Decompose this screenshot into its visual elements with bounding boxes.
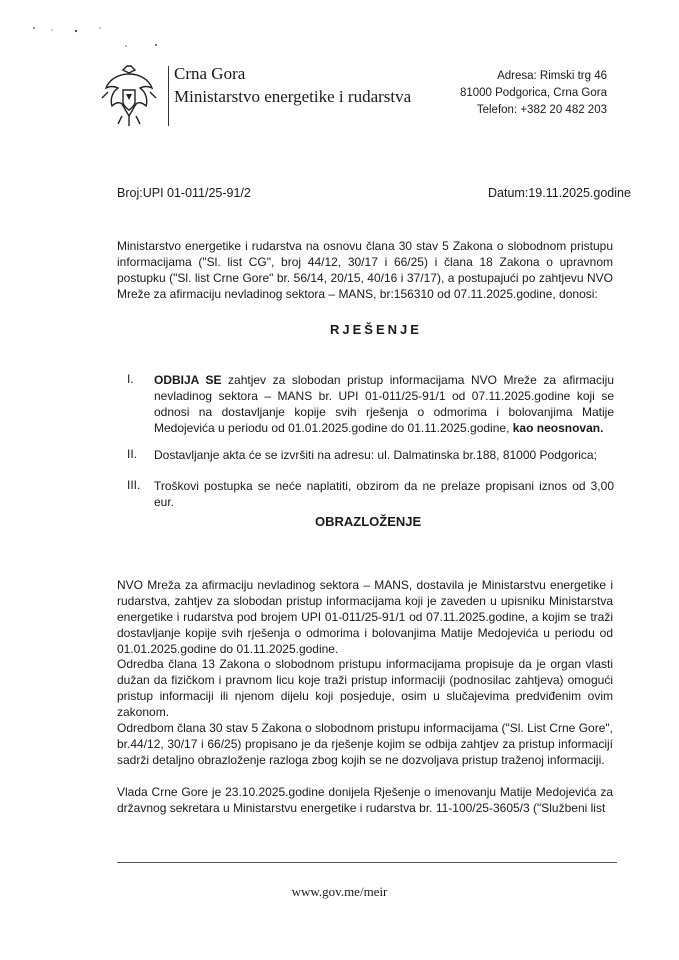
ministry-name: Ministarstvo energetike i rudarstva: [174, 87, 412, 106]
item-bold-start: ODBIJA SE: [154, 373, 222, 387]
body-paragraph: Odredbom člana 30 stav 5 Zakona o slobodnom pristupu informacijama ("Sl. List Crne Gore", br.44/12, 30/17 i 66/25) propisano je da rješenje kojim se odbija zahtjev za pristup informacijí sadrži detaljno obrazloženje razloga zbog kojih se ne dozvoljava pristup traženoj informaciji.: [117, 721, 613, 767]
item-number: I.: [127, 372, 134, 386]
phone-line: Telefon: +382 20 482 203: [476, 104, 607, 116]
country-name: Crna Gora: [174, 64, 246, 83]
scan-marks: [30, 22, 180, 52]
city-line: 81000 Podgorica, Crna Gora: [459, 87, 607, 99]
document-date: Datum:19.11.2025.godine: [488, 186, 631, 200]
intro-paragraph: Ministarstvo energetike i rudarstva na osnovu člana 30 stav 5 Zakona o slobodnom pristupu informacijama ("Sl. list CG", broj 44/12, 30/17 i 66/25) i člana 18 Zakona o upravnom postupku ("Sl. list Crne Gore" br. 56/14, 20/15, 40/16 i 37/17), a postupajući po zahtjevu NVO Mreže za afirmaciju nevladinog sektora – MANS, br:156310 od 07.11.2025.godine, donosi:: [117, 239, 613, 301]
document-number: Broj:UPI 01-011/25-91/2: [117, 186, 251, 200]
item-text: [154, 372, 614, 436]
body-paragraph: NVO Mreža za afirmaciju nevladinog sektora – MANS, dostavila je Ministarstvu energetike i rudarstva, zahtjev za slobodan pristup informacijama koji je zaveden u upisniku Ministarstva energetike i rudarstva pod brojem UPI 01-011/25-91/1 od 07.11.2025.godine, a kojim se traži dostavljanje kopije svih rješenja o odmorima i bolovanjima Matije Medojevića u periodu od 01.01.2025.godine do 01.11.2025.godine.: [117, 578, 613, 656]
item-text: Troškovi postupka se neće naplatiti, obzirom da ne prelaze propisani iznos od 3,00 eur.: [154, 479, 614, 509]
item-number: III.: [127, 478, 141, 492]
coat-of-arms-icon: [100, 64, 158, 128]
obrazlozenje-heading: OBRAZLOŽENJE: [315, 514, 422, 529]
body-paragraph: Odredba člana 13 Zakona o slobodnom pristupu informacijama propisuje da je organ vlasti dužan da fizičkom i pravnom licu koje traži pristup informaciji (podnosilac zahtjeva) omogući pristup informaciji ili njenom dijelu koji posjeduje, osim u slučajevima predviđenim ovim zakonom.: [117, 657, 613, 719]
item-number: II.: [127, 447, 138, 461]
website-link[interactable]: www.gov.me/meir: [291, 884, 388, 899]
address-line: Adresa: Rimski trg 46: [497, 70, 607, 82]
item-bold-end: kao neosnovan.: [512, 421, 604, 435]
item-body: zahtjev za slobodan pristup informacijama NVO Mreže za afirmaciju nevladinog sektora – MANS br. UPI 01-011/25-91/1 od 07.11.2025.godine koji se odnosi na dostavljanje kopije svih rješenja o odmorima i bolovanjima Matije Medojevića u periodu od 01.01.2025.godine do 01.11.2025.godine,: [154, 373, 614, 435]
resenje-heading: RJEŠENJE: [330, 322, 422, 337]
item-text: Dostavljanje akta će se izvršiti na adresu: ul. Dalmatinska br.188, 81000 Podgorica;: [154, 448, 597, 462]
header-divider: [168, 66, 169, 126]
footer-divider: [117, 862, 617, 863]
body-paragraph: Vlada Crne Gore je 23.10.2025.godine donijela Rješenje o imenovanju Matije Medojevića za državnog sekretara u Ministarstvu energetike i rudarstva br. 11-100/25-3605/3 ("Službeni list: [117, 785, 613, 815]
